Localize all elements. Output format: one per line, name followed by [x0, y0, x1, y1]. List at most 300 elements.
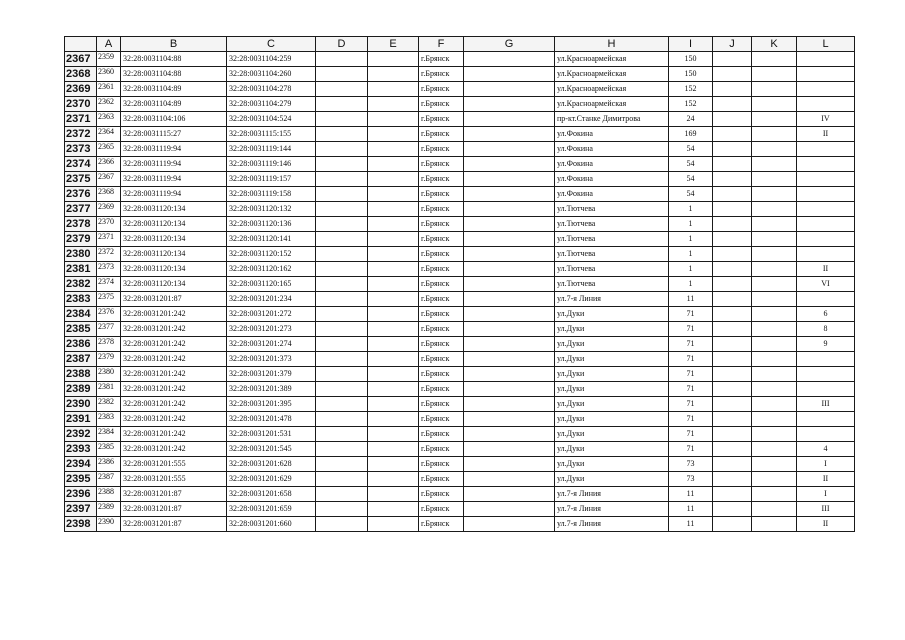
cell-i[interactable]: 1 [669, 202, 713, 217]
cell-i[interactable]: 1 [669, 217, 713, 232]
cell-d[interactable] [316, 247, 368, 262]
cell-k[interactable] [752, 517, 797, 532]
row-number[interactable]: 2372 [65, 127, 97, 142]
column-header-l[interactable]: L [797, 37, 855, 52]
row-number[interactable]: 2370 [65, 97, 97, 112]
cell-c[interactable]: 32:28:0031201:478 [227, 412, 316, 427]
cell-h[interactable]: ул.Красноармейская [555, 52, 669, 67]
cell-j[interactable] [713, 247, 752, 262]
cell-h[interactable]: ул.Дуки [555, 307, 669, 322]
cell-j[interactable] [713, 322, 752, 337]
cell-b[interactable]: 32:28:0031115:27 [121, 127, 227, 142]
cell-e[interactable] [368, 397, 419, 412]
cell-g[interactable] [464, 142, 555, 157]
cell-b[interactable]: 32:28:0031104:89 [121, 82, 227, 97]
cell-k[interactable] [752, 232, 797, 247]
cell-k[interactable] [752, 247, 797, 262]
cell-k[interactable] [752, 187, 797, 202]
cell-h[interactable]: ул.Красноармейская [555, 82, 669, 97]
cell-k[interactable] [752, 397, 797, 412]
cell-j[interactable] [713, 142, 752, 157]
cell-a[interactable]: 2361 [97, 82, 121, 97]
cell-b[interactable]: 32:28:0031201:555 [121, 472, 227, 487]
cell-d[interactable] [316, 232, 368, 247]
cell-j[interactable] [713, 412, 752, 427]
cell-f[interactable]: г.Брянск [419, 277, 464, 292]
cell-g[interactable] [464, 307, 555, 322]
cell-d[interactable] [316, 292, 368, 307]
cell-i[interactable]: 71 [669, 412, 713, 427]
cell-i[interactable]: 71 [669, 307, 713, 322]
cell-c[interactable]: 32:28:0031120:162 [227, 262, 316, 277]
cell-g[interactable] [464, 367, 555, 382]
cell-f[interactable]: г.Брянск [419, 202, 464, 217]
cell-h[interactable]: ул.Фокина [555, 187, 669, 202]
cell-g[interactable] [464, 67, 555, 82]
cell-g[interactable] [464, 457, 555, 472]
cell-d[interactable] [316, 157, 368, 172]
cell-l[interactable] [797, 367, 855, 382]
cell-f[interactable]: г.Брянск [419, 337, 464, 352]
cell-b[interactable]: 32:28:0031120:134 [121, 277, 227, 292]
cell-l[interactable] [797, 97, 855, 112]
cell-d[interactable] [316, 97, 368, 112]
cell-e[interactable] [368, 52, 419, 67]
cell-g[interactable] [464, 412, 555, 427]
cell-e[interactable] [368, 472, 419, 487]
cell-f[interactable]: г.Брянск [419, 172, 464, 187]
cell-a[interactable]: 2382 [97, 397, 121, 412]
cell-l[interactable] [797, 382, 855, 397]
cell-d[interactable] [316, 382, 368, 397]
cell-i[interactable]: 1 [669, 262, 713, 277]
cell-l[interactable]: 4 [797, 442, 855, 457]
cell-c[interactable]: 32:28:0031201:234 [227, 292, 316, 307]
cell-a[interactable]: 2384 [97, 427, 121, 442]
cell-j[interactable] [713, 127, 752, 142]
cell-g[interactable] [464, 427, 555, 442]
cell-a[interactable]: 2363 [97, 112, 121, 127]
cell-g[interactable] [464, 157, 555, 172]
cell-h[interactable]: ул.Дуки [555, 472, 669, 487]
cell-a[interactable]: 2389 [97, 502, 121, 517]
cell-g[interactable] [464, 52, 555, 67]
cell-g[interactable] [464, 502, 555, 517]
cell-k[interactable] [752, 97, 797, 112]
cell-j[interactable] [713, 472, 752, 487]
cell-e[interactable] [368, 352, 419, 367]
cell-e[interactable] [368, 172, 419, 187]
cell-k[interactable] [752, 157, 797, 172]
cell-h[interactable]: ул.Фокина [555, 142, 669, 157]
row-number[interactable]: 2368 [65, 67, 97, 82]
row-number[interactable]: 2397 [65, 502, 97, 517]
cell-h[interactable]: пр-кт.Станке Димитрова [555, 112, 669, 127]
cell-i[interactable]: 54 [669, 142, 713, 157]
cell-d[interactable] [316, 397, 368, 412]
cell-d[interactable] [316, 517, 368, 532]
cell-l[interactable] [797, 187, 855, 202]
cell-c[interactable]: 32:28:0031104:278 [227, 82, 316, 97]
cell-g[interactable] [464, 337, 555, 352]
cell-f[interactable]: г.Брянск [419, 67, 464, 82]
cell-h[interactable]: ул.Тютчева [555, 217, 669, 232]
cell-c[interactable]: 32:28:0031201:545 [227, 442, 316, 457]
cell-e[interactable] [368, 202, 419, 217]
cell-b[interactable]: 32:28:0031201:242 [121, 427, 227, 442]
column-header-d[interactable]: D [316, 37, 368, 52]
cell-i[interactable]: 150 [669, 67, 713, 82]
cell-f[interactable]: г.Брянск [419, 367, 464, 382]
row-number[interactable]: 2396 [65, 487, 97, 502]
cell-c[interactable]: 32:28:0031201:274 [227, 337, 316, 352]
cell-k[interactable] [752, 472, 797, 487]
cell-h[interactable]: ул.Дуки [555, 367, 669, 382]
cell-i[interactable]: 54 [669, 187, 713, 202]
cell-i[interactable]: 11 [669, 487, 713, 502]
cell-f[interactable]: г.Брянск [419, 307, 464, 322]
row-number[interactable]: 2369 [65, 82, 97, 97]
cell-i[interactable]: 71 [669, 442, 713, 457]
cell-i[interactable]: 71 [669, 322, 713, 337]
cell-l[interactable] [797, 142, 855, 157]
cell-l[interactable] [797, 202, 855, 217]
cell-c[interactable]: 32:28:0031201:389 [227, 382, 316, 397]
cell-f[interactable]: г.Брянск [419, 157, 464, 172]
cell-g[interactable] [464, 262, 555, 277]
cell-l[interactable] [797, 427, 855, 442]
row-number[interactable]: 2383 [65, 292, 97, 307]
cell-e[interactable] [368, 442, 419, 457]
cell-j[interactable] [713, 517, 752, 532]
cell-j[interactable] [713, 262, 752, 277]
cell-k[interactable] [752, 367, 797, 382]
cell-a[interactable]: 2378 [97, 337, 121, 352]
cell-h[interactable]: ул.Фокина [555, 157, 669, 172]
cell-j[interactable] [713, 352, 752, 367]
cell-d[interactable] [316, 427, 368, 442]
cell-k[interactable] [752, 502, 797, 517]
cell-b[interactable]: 32:28:0031104:89 [121, 97, 227, 112]
cell-a[interactable]: 2373 [97, 262, 121, 277]
cell-e[interactable] [368, 82, 419, 97]
cell-b[interactable]: 32:28:0031120:134 [121, 232, 227, 247]
cell-f[interactable]: г.Брянск [419, 292, 464, 307]
cell-k[interactable] [752, 112, 797, 127]
row-number[interactable]: 2395 [65, 472, 97, 487]
cell-d[interactable] [316, 127, 368, 142]
cell-f[interactable]: г.Брянск [419, 127, 464, 142]
cell-f[interactable]: г.Брянск [419, 487, 464, 502]
cell-h[interactable]: ул.7-я Линия [555, 292, 669, 307]
cell-f[interactable]: г.Брянск [419, 187, 464, 202]
cell-d[interactable] [316, 142, 368, 157]
cell-c[interactable]: 32:28:0031104:259 [227, 52, 316, 67]
cell-g[interactable] [464, 382, 555, 397]
cell-a[interactable]: 2375 [97, 292, 121, 307]
cell-c[interactable]: 32:28:0031120:165 [227, 277, 316, 292]
cell-j[interactable] [713, 157, 752, 172]
cell-c[interactable]: 32:28:0031201:658 [227, 487, 316, 502]
cell-k[interactable] [752, 292, 797, 307]
row-number[interactable]: 2373 [65, 142, 97, 157]
cell-k[interactable] [752, 322, 797, 337]
cell-l[interactable] [797, 217, 855, 232]
cell-l[interactable]: I [797, 487, 855, 502]
cell-a[interactable]: 2368 [97, 187, 121, 202]
cell-g[interactable] [464, 112, 555, 127]
cell-k[interactable] [752, 487, 797, 502]
cell-a[interactable]: 2370 [97, 217, 121, 232]
cell-g[interactable] [464, 82, 555, 97]
cell-h[interactable]: ул.Дуки [555, 352, 669, 367]
cell-b[interactable]: 32:28:0031201:242 [121, 352, 227, 367]
cell-c[interactable]: 32:28:0031201:379 [227, 367, 316, 382]
cell-d[interactable] [316, 277, 368, 292]
cell-h[interactable]: ул.Дуки [555, 457, 669, 472]
cell-b[interactable]: 32:28:0031201:242 [121, 322, 227, 337]
cell-e[interactable] [368, 232, 419, 247]
row-number[interactable]: 2375 [65, 172, 97, 187]
cell-c[interactable]: 32:28:0031104:524 [227, 112, 316, 127]
cell-d[interactable] [316, 412, 368, 427]
cell-g[interactable] [464, 202, 555, 217]
column-header-i[interactable]: I [669, 37, 713, 52]
cell-f[interactable]: г.Брянск [419, 382, 464, 397]
column-header-f[interactable]: F [419, 37, 464, 52]
cell-f[interactable]: г.Брянск [419, 502, 464, 517]
cell-k[interactable] [752, 382, 797, 397]
cell-g[interactable] [464, 232, 555, 247]
cell-l[interactable] [797, 52, 855, 67]
cell-g[interactable] [464, 442, 555, 457]
cell-g[interactable] [464, 322, 555, 337]
cell-f[interactable]: г.Брянск [419, 442, 464, 457]
cell-g[interactable] [464, 352, 555, 367]
cell-k[interactable] [752, 67, 797, 82]
cell-e[interactable] [368, 127, 419, 142]
cell-i[interactable]: 1 [669, 277, 713, 292]
cell-e[interactable] [368, 487, 419, 502]
cell-i[interactable]: 71 [669, 427, 713, 442]
cell-c[interactable]: 32:28:0031115:155 [227, 127, 316, 142]
cell-d[interactable] [316, 442, 368, 457]
cell-i[interactable]: 24 [669, 112, 713, 127]
cell-l[interactable]: II [797, 472, 855, 487]
cell-i[interactable]: 1 [669, 247, 713, 262]
row-number[interactable]: 2384 [65, 307, 97, 322]
cell-j[interactable] [713, 187, 752, 202]
column-header-corner[interactable] [65, 37, 97, 52]
cell-a[interactable]: 2372 [97, 247, 121, 262]
cell-j[interactable] [713, 397, 752, 412]
cell-e[interactable] [368, 427, 419, 442]
cell-d[interactable] [316, 472, 368, 487]
cell-b[interactable]: 32:28:0031119:94 [121, 157, 227, 172]
row-number[interactable]: 2377 [65, 202, 97, 217]
cell-f[interactable]: г.Брянск [419, 217, 464, 232]
cell-d[interactable] [316, 262, 368, 277]
cell-a[interactable]: 2369 [97, 202, 121, 217]
cell-j[interactable] [713, 502, 752, 517]
row-number[interactable]: 2382 [65, 277, 97, 292]
cell-j[interactable] [713, 97, 752, 112]
row-number[interactable]: 2393 [65, 442, 97, 457]
cell-f[interactable]: г.Брянск [419, 472, 464, 487]
cell-b[interactable]: 32:28:0031201:242 [121, 307, 227, 322]
cell-k[interactable] [752, 52, 797, 67]
cell-f[interactable]: г.Брянск [419, 262, 464, 277]
cell-f[interactable]: г.Брянск [419, 322, 464, 337]
cell-i[interactable]: 54 [669, 172, 713, 187]
cell-b[interactable]: 32:28:0031120:134 [121, 262, 227, 277]
cell-e[interactable] [368, 247, 419, 262]
cell-i[interactable]: 73 [669, 457, 713, 472]
row-number[interactable]: 2398 [65, 517, 97, 532]
cell-b[interactable]: 32:28:0031201:242 [121, 337, 227, 352]
cell-f[interactable]: г.Брянск [419, 397, 464, 412]
cell-j[interactable] [713, 217, 752, 232]
cell-h[interactable]: ул.Дуки [555, 382, 669, 397]
cell-j[interactable] [713, 67, 752, 82]
cell-j[interactable] [713, 82, 752, 97]
cell-g[interactable] [464, 472, 555, 487]
row-number[interactable]: 2390 [65, 397, 97, 412]
cell-k[interactable] [752, 337, 797, 352]
cell-i[interactable]: 71 [669, 382, 713, 397]
cell-g[interactable] [464, 172, 555, 187]
cell-b[interactable]: 32:28:0031104:88 [121, 67, 227, 82]
cell-f[interactable]: г.Брянск [419, 457, 464, 472]
cell-l[interactable]: 8 [797, 322, 855, 337]
cell-l[interactable]: III [797, 502, 855, 517]
cell-d[interactable] [316, 217, 368, 232]
cell-j[interactable] [713, 442, 752, 457]
cell-c[interactable]: 32:28:0031120:152 [227, 247, 316, 262]
cell-e[interactable] [368, 307, 419, 322]
cell-k[interactable] [752, 142, 797, 157]
cell-h[interactable]: ул.7-я Линия [555, 502, 669, 517]
cell-h[interactable]: ул.Красноармейская [555, 97, 669, 112]
cell-d[interactable] [316, 172, 368, 187]
row-number[interactable]: 2381 [65, 262, 97, 277]
cell-e[interactable] [368, 217, 419, 232]
cell-k[interactable] [752, 457, 797, 472]
cell-e[interactable] [368, 67, 419, 82]
cell-k[interactable] [752, 172, 797, 187]
cell-f[interactable]: г.Брянск [419, 517, 464, 532]
cell-h[interactable]: ул.7-я Линия [555, 487, 669, 502]
cell-l[interactable] [797, 157, 855, 172]
cell-k[interactable] [752, 352, 797, 367]
cell-f[interactable]: г.Брянск [419, 412, 464, 427]
cell-j[interactable] [713, 172, 752, 187]
column-header-j[interactable]: J [713, 37, 752, 52]
cell-e[interactable] [368, 292, 419, 307]
cell-c[interactable]: 32:28:0031201:660 [227, 517, 316, 532]
cell-f[interactable]: г.Брянск [419, 142, 464, 157]
cell-i[interactable]: 71 [669, 367, 713, 382]
row-number[interactable]: 2378 [65, 217, 97, 232]
cell-e[interactable] [368, 457, 419, 472]
cell-f[interactable]: г.Брянск [419, 97, 464, 112]
cell-c[interactable]: 32:28:0031201:629 [227, 472, 316, 487]
cell-h[interactable]: ул.Тютчева [555, 202, 669, 217]
cell-d[interactable] [316, 112, 368, 127]
cell-l[interactable]: I [797, 457, 855, 472]
cell-l[interactable]: II [797, 127, 855, 142]
cell-b[interactable]: 32:28:0031201:87 [121, 292, 227, 307]
row-number[interactable]: 2367 [65, 52, 97, 67]
column-header-b[interactable]: B [121, 37, 227, 52]
cell-h[interactable]: ул.Тютчева [555, 247, 669, 262]
cell-a[interactable]: 2374 [97, 277, 121, 292]
row-number[interactable]: 2376 [65, 187, 97, 202]
cell-e[interactable] [368, 97, 419, 112]
cell-e[interactable] [368, 112, 419, 127]
cell-k[interactable] [752, 277, 797, 292]
cell-a[interactable]: 2387 [97, 472, 121, 487]
cell-a[interactable]: 2381 [97, 382, 121, 397]
cell-a[interactable]: 2386 [97, 457, 121, 472]
row-number[interactable]: 2388 [65, 367, 97, 382]
cell-i[interactable]: 150 [669, 52, 713, 67]
cell-i[interactable]: 1 [669, 232, 713, 247]
cell-c[interactable]: 32:28:0031119:146 [227, 157, 316, 172]
cell-j[interactable] [713, 202, 752, 217]
cell-d[interactable] [316, 352, 368, 367]
cell-h[interactable]: ул.Фокина [555, 127, 669, 142]
cell-a[interactable]: 2366 [97, 157, 121, 172]
cell-l[interactable]: VI [797, 277, 855, 292]
cell-h[interactable]: ул.Дуки [555, 397, 669, 412]
cell-h[interactable]: ул.Фокина [555, 172, 669, 187]
cell-i[interactable]: 11 [669, 502, 713, 517]
column-header-h[interactable]: H [555, 37, 669, 52]
cell-d[interactable] [316, 367, 368, 382]
cell-c[interactable]: 32:28:0031201:531 [227, 427, 316, 442]
row-number[interactable]: 2386 [65, 337, 97, 352]
cell-b[interactable]: 32:28:0031201:87 [121, 487, 227, 502]
cell-b[interactable]: 32:28:0031119:94 [121, 172, 227, 187]
cell-d[interactable] [316, 457, 368, 472]
row-number[interactable]: 2380 [65, 247, 97, 262]
cell-i[interactable]: 152 [669, 82, 713, 97]
cell-j[interactable] [713, 427, 752, 442]
cell-a[interactable]: 2377 [97, 322, 121, 337]
cell-c[interactable]: 32:28:0031104:260 [227, 67, 316, 82]
cell-f[interactable]: г.Брянск [419, 112, 464, 127]
cell-i[interactable]: 71 [669, 337, 713, 352]
cell-a[interactable]: 2360 [97, 67, 121, 82]
cell-h[interactable]: ул.Дуки [555, 442, 669, 457]
cell-b[interactable]: 32:28:0031120:134 [121, 202, 227, 217]
cell-a[interactable]: 2390 [97, 517, 121, 532]
cell-k[interactable] [752, 442, 797, 457]
cell-b[interactable]: 32:28:0031120:134 [121, 247, 227, 262]
cell-g[interactable] [464, 217, 555, 232]
cell-g[interactable] [464, 97, 555, 112]
cell-b[interactable]: 32:28:0031120:134 [121, 217, 227, 232]
cell-d[interactable] [316, 322, 368, 337]
cell-b[interactable]: 32:28:0031201:242 [121, 397, 227, 412]
cell-a[interactable]: 2359 [97, 52, 121, 67]
cell-b[interactable]: 32:28:0031201:555 [121, 457, 227, 472]
cell-k[interactable] [752, 202, 797, 217]
cell-h[interactable]: ул.Тютчева [555, 262, 669, 277]
cell-b[interactable]: 32:28:0031201:87 [121, 517, 227, 532]
cell-f[interactable]: г.Брянск [419, 352, 464, 367]
